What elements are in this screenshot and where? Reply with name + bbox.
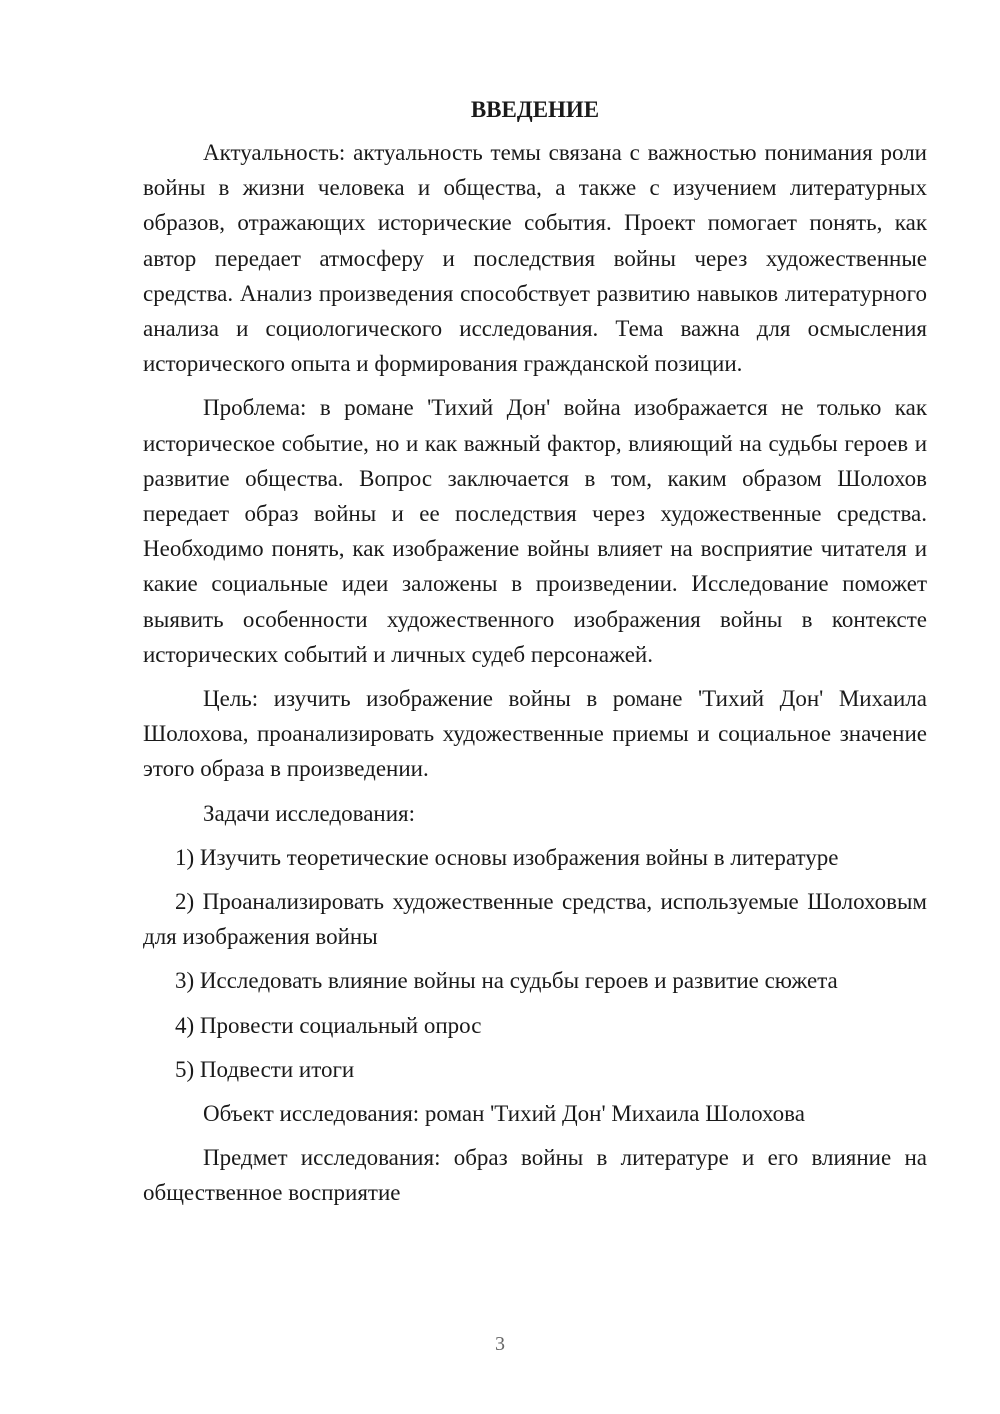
goal-paragraph: Цель: изучить изображение войны в романе 'Тихий Дон' Михаила Шолохова, проанализировать художественные приемы и социальное значение этого образа в произведении. (143, 686, 927, 782)
page-number: 3 (495, 1333, 505, 1355)
document-page (143, 92, 927, 1220)
task-item: 2) Проанализировать художественные средства, используемые Шолоховым для изображения войны (143, 889, 927, 950)
relevance-paragraph: Актуальность: актуальность темы связана с важностью понимания роли войны в жизни человека и общества, а также с изучением литературных образов, отражающих исторические события. Проект помогает понять, как автор передает атмосферу и последствия войны через художественные средства. Анализ произведения способствует развитию навыков литературного анализа и социологического исследования. Тема важна для осмысления исторического опыта и формирования гражданской позиции. (143, 140, 927, 377)
object-paragraph: Объект исследования: роман 'Тихий Дон' Михаила Шолохова (203, 1101, 805, 1127)
subject-paragraph: Предмет исследования: образ войны в литературе и его влияние на общественное восприятие (143, 1145, 927, 1206)
tasks-title: Задачи исследования: (203, 800, 416, 826)
section-heading: ВВЕДЕНИЕ (470, 97, 600, 122)
task-item: 3) Исследовать влияние войны на судьбы героев и развитие сюжета (175, 968, 838, 994)
task-item: 5) Подвести итоги (175, 1056, 355, 1082)
problem-paragraph: Проблема: в романе 'Тихий Дон' война изображается не только как историческое событие, но и как важный фактор, влияющий на судьбы героев и развитие общества. Вопрос заключается в том, каким образом Шолохов передает образ войны и ее последствия через художественные средства. Необходимо понять, как изображение войны влияет на восприятие читателя и какие социальные идеи заложены в произведении. Исследование поможет выявить особенности художественного изображения войны в контексте исторических событий и личных судеб персонажей. (143, 395, 927, 667)
task-item: 1) Изучить теоретические основы изображения войны в литературе (175, 844, 839, 870)
task-item: 4) Провести социальный опрос (175, 1012, 482, 1038)
